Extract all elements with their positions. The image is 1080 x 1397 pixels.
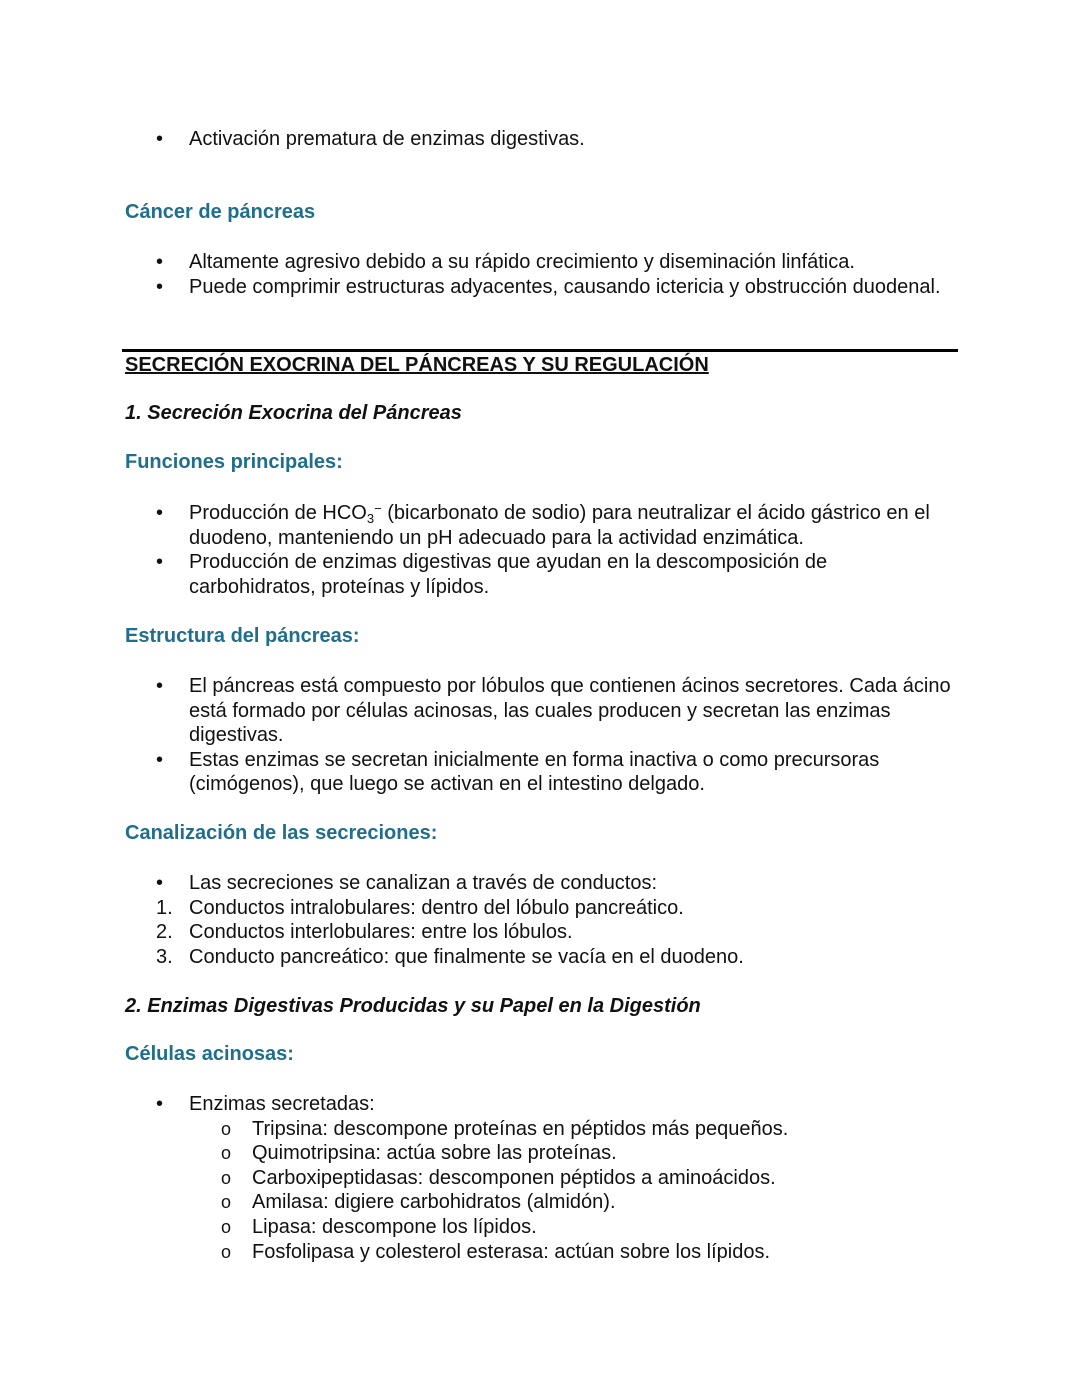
subsection-2-title: 2. Enzimas Digestivas Producidas y su Papel en la Digestión [125,995,701,1017]
acinosas-list [125,1092,955,1264]
estructura-list [125,674,955,797]
enzyme-item: o Tripsina: descompone proteínas en péptidos más pequeños. [125,1117,955,1142]
text: Conductos interlobulares: entre los lóbulos. [189,921,573,944]
numbered-item [125,896,955,921]
text: Conducto pancreático: que finalmente se vacía en el duodeno. [189,945,744,968]
number: 1. [156,896,173,919]
heading-estructura: Estructura del páncreas: [125,625,360,647]
list-item: • Producción de enzimas digestivas que ayudan en la descomposición de carbohidratos, proteínas y lípidos. [125,550,955,599]
enzyme-item: o Carboxipeptidasas: descomponen péptidos a aminoácidos. [125,1166,955,1191]
heading-funciones: Funciones principales: [125,451,343,473]
text: Producción de HCO [189,502,367,524]
cancer-list [125,250,955,299]
subscript: 3 [366,511,375,526]
list-item: • Estas enzimas se secretan inicialmente en forma inactiva o como precursoras (cimógenos), que luego se activan en el intestino delgado. [125,748,955,797]
list-item: • El páncreas está compuesto por lóbulos que contienen ácinos secretores. Cada ácino está formado por células acinosas, las cuales producen y secretan las enzimas digestivas. [125,674,955,748]
list-item: • Las secreciones se canalizan a través de conductos: [125,871,955,896]
section-title: SECRECIÓN EXOCRINA DEL PÁNCREAS Y SU REGULACIÓN [125,354,709,376]
superscript: − [374,501,382,516]
numbered-item [125,945,955,970]
enzyme-item: o Amilasa: digiere carbohidratos (almidón). [125,1190,955,1215]
text: Conductos intralobulares: dentro del lóbulo pancreático. [189,896,684,919]
enzyme-item: o Fosfolipasa y colesterol esterasa: actúan sobre los lípidos. [125,1240,955,1265]
funciones-list [125,501,955,599]
number: 3. [156,945,173,968]
canalizacion-list [125,871,955,969]
numbered-item [125,920,955,945]
top-list [125,127,955,152]
heading-cancer: Cáncer de páncreas [125,201,316,223]
text: (bicarbonato de sodio) para neutralizar el ácido gástrico en el duodeno, manteniendo un pH adecuado para la actividad enzimática. [189,502,930,549]
list-item: • Activación prematura de enzimas digestivas. [125,127,955,152]
list-item: • Puede comprimir estructuras adyacentes, causando ictericia y obstrucción duodenal. [125,275,955,300]
enzyme-item: o Lipasa: descompone los lípidos. [125,1215,955,1240]
section-divider [122,349,958,352]
list-item [125,501,955,550]
number: 2. [156,921,173,944]
subsection-1-title: 1. Secreción Exocrina del Páncreas [125,402,462,424]
heading-canalizacion: Canalización de las secreciones: [125,822,438,844]
list-item: • Altamente agresivo debido a su rápido crecimiento y diseminación linfática. [125,250,955,275]
heading-acinosas: Células acinosas: [125,1043,294,1065]
list-item: • Enzimas secretadas: [125,1092,955,1117]
enzyme-item: o Quimotripsina: actúa sobre las proteínas. [125,1141,955,1166]
